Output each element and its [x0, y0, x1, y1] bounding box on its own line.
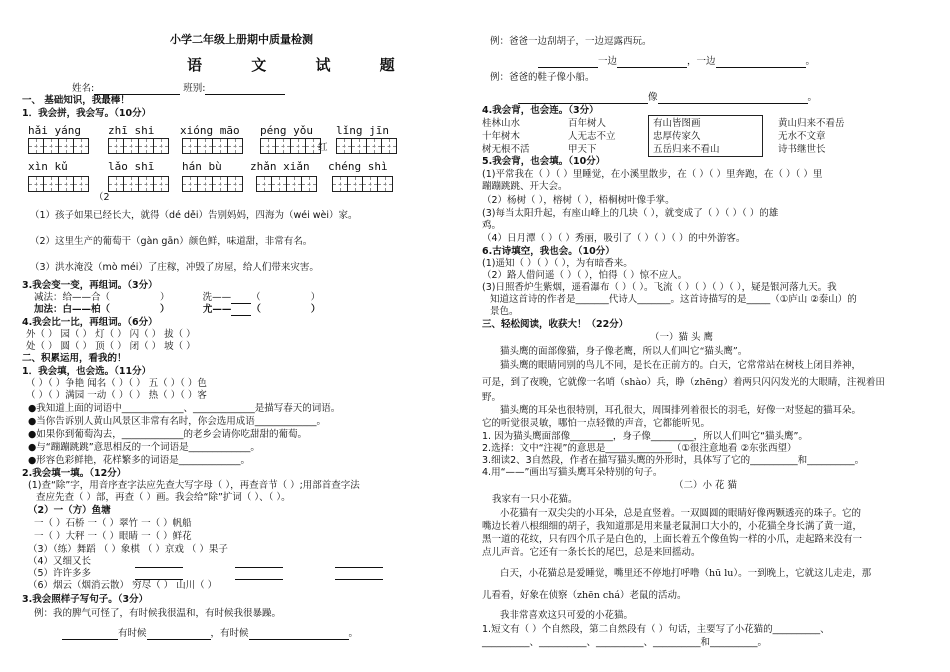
- pinyin-6: xìn kǔ: [28, 160, 68, 173]
- passage-1-q2: 2.选择：文中“注视”的意思是______________（①很注意地看 ②东张西望）: [482, 443, 797, 454]
- r-q5-3b: 鸡。: [482, 220, 502, 231]
- passage-1-line2: 猫头鹰的眼睛同别的鸟儿不同，是长在正前方的。白天，它常常站在树枝上闭目养神，: [500, 360, 862, 371]
- q4-row2: 处（ ） 圆（ ） 顶（ ） 闭（ ） 坡（ ）: [26, 341, 196, 352]
- class-label: 班别:: [183, 83, 206, 94]
- passage-2-line3: 嘴边长着八根细细的胡子，我知道那是用来量老鼠洞口大小的，小花猫全身长满了黄一道，: [482, 521, 863, 532]
- s2-q2-6: （6）烟云（烟消云散） 穷尽（ ） 山川（ ）: [28, 580, 218, 591]
- char-grid-4[interactable]: [260, 138, 320, 154]
- r-q5-2: （2）杨树（ ），榕树（ ），梧桐树叶像手掌。: [482, 195, 675, 206]
- r-q4-mid: 百年树人 人无志不立 甲天下: [568, 118, 616, 155]
- passage-2-line5: 点儿声音。它还有一条长长的尾巴，总是来回摇动。: [482, 547, 701, 558]
- pinyin-10: chéng shì: [328, 160, 388, 173]
- passage-1-title: （一）猫 头 鹰: [650, 332, 714, 343]
- passage-2-line6: 白天，小花猫总是爱睡觉，嘴里还不停地打呼噜（hū lu）。一到晚上，它就这儿走走，那: [500, 568, 872, 579]
- s2-q2-3: （3）（练）舞蹈 （ ）象棋 （ ）京戏 （ ）果子: [28, 544, 228, 555]
- char-grid-6[interactable]: [28, 176, 88, 192]
- passage-2-line7: 儿看看，好象在侦察（zhēn chá）老鼠的活动。: [482, 590, 687, 601]
- s2-q2-2r2: 一（ ）大秤 一（ ）眼睛 一（ ）鲜花: [34, 531, 192, 542]
- s2-q1-row1: （ ）（ ）争艳 闻名（ ）（ ） 五（ ）（ ）色: [26, 378, 207, 389]
- q3-row2: 加法：白——柏（ ） 尤—— （ ）: [34, 304, 321, 315]
- passage-2-q1: 1.短文有（ ）个自然段，第二自然段有（ ）句话，主要写了小花猫的__________、: [482, 624, 830, 635]
- char-grid-3[interactable]: [182, 138, 242, 154]
- s2-q1-bullet2: ●当你告诉别人黄山风景区非常有名时，你会选用成语_____________。: [28, 416, 327, 427]
- q1-sentence-1: （1）孩子如果已经长大，就得（dé děi）告别妈妈，四海为（wéi wèi）家。: [30, 210, 358, 221]
- exam-title: 小学二年级上册期中质量检测: [170, 33, 313, 46]
- char-grid-1[interactable]: [28, 138, 88, 154]
- q4-heading: 4.我会比一比，再组词。（6分）: [22, 317, 158, 328]
- s2-q2-2r1: 一（ ）石桥 一（ ）翠竹 一（ ）帆船: [34, 518, 192, 529]
- passage-2-q1b: __________、__________、__________、__________和__________。: [482, 637, 768, 648]
- s2-q2-4: （4）又细又长: [28, 556, 383, 568]
- char-grid-8[interactable]: [182, 176, 242, 192]
- pinyin-7: lǎo shī: [108, 160, 155, 173]
- r-q5-4: （4）日月潭（ ）（ ）秀丽，吸引了（ ）（ ）（ ）的中外游客。: [482, 233, 746, 244]
- q1-sentence-3: （3）洪水淹没（mò méi）了庄稼，冲毁了房屋，给人们带来灾害。: [30, 262, 319, 273]
- char-grid-2[interactable]: [108, 138, 168, 154]
- example-2-fill[interactable]: 像 。: [518, 92, 817, 104]
- pinyin-1: hǎi yáng: [28, 124, 81, 137]
- s2-q2-heading: 2.我会填一填。（12分）: [22, 468, 127, 479]
- char-grid-7[interactable]: [108, 176, 168, 192]
- example-1: 例：爸爸一边刮胡子，一边逗露西玩。: [490, 36, 652, 47]
- s2-q1-bullet3: ●如果你到葡萄沟去，_____________的老乡会请你吃甜甜的葡萄。: [28, 429, 308, 440]
- char-grid-10[interactable]: [332, 176, 392, 192]
- char-grid-5[interactable]: [336, 138, 396, 154]
- passage-2-line2: 小花猫有一双尖尖的小耳朵，总是直竖着。一双圆圆的眼睛好像两颗透亮的珠子。它的: [500, 508, 862, 519]
- passage-1-line4: 野。: [482, 392, 502, 403]
- s2-q1-bullet5: ●形容色彩鲜艳，花样繁多的词语是_____________。: [28, 455, 251, 466]
- right-column: [478, 0, 940, 672]
- r-q6-3c: 景色。: [490, 306, 519, 317]
- passage-2-line1: 我家有一只小花猫。: [492, 494, 578, 505]
- q3-heading: 3.我会变一变，再组词。（3分）: [22, 280, 158, 291]
- passage-1-line1: 猫头鹰的面部像猫，身子像老鹰，所以人们叫它“猫头鹰”。: [500, 346, 748, 357]
- q4-row1: 外（ ） 园（ ） 灯（ ） 闪（ ） 拔（ ）: [26, 329, 196, 340]
- example-2: 例：爸爸的鞋子像小船。: [490, 72, 595, 83]
- pinyin-5: lǐng jīn: [336, 124, 389, 137]
- section-2-heading: 二、积累运用，看我的！: [22, 353, 127, 364]
- passage-1-line5: 猫头鹰的耳朵也很特别，耳孔很大，周围排列着很长的羽毛，好像一对竖起的猫耳朵。: [500, 405, 862, 416]
- passage-1-q1: 1. 因为猫头鹰面部像_________，身子像_________，所以人们叫它“猫头鹰”。: [482, 431, 808, 442]
- name-field[interactable]: [72, 83, 285, 95]
- red-char: 红: [318, 142, 328, 153]
- passage-1-q4: 4.用“——”画出写猫头鹰耳朵特别的句子。: [482, 467, 663, 478]
- s2-q1-bullet1: ●我知道上面的词语中_____________、_____________是描写春天的词语。: [28, 403, 341, 414]
- r-q4-right: 黄山归来不看岳 无水不文章 诗书继世长: [778, 118, 845, 155]
- passage-2-line8: 我非常喜欢这只可爱的小花猫。: [500, 610, 634, 621]
- q3-row1: 减法：给——合（ ） 洗—— （ ）: [34, 292, 321, 303]
- r-q6-3b: 知道这首诗的作者是_______代诗人_______。这首诗描写的是_____（①庐山 ②泰山）的: [490, 294, 857, 305]
- left-column: [22, 0, 470, 672]
- r-q5-heading: 5.我会背，也会填。（10分）: [482, 156, 606, 167]
- example-1-fill[interactable]: 一边 ，一边 。: [538, 56, 815, 68]
- s2-q1-bullet4: ●与“蹦蹦跳跳”意思相反的一个词语是_____________。: [28, 442, 260, 453]
- s2-q1-heading: 1．我会填，也会选。（11分）: [22, 366, 152, 377]
- r-q4-box: 有山皆图画 忠厚传家久 五岳归来不看山: [648, 115, 763, 157]
- subject-title: 语 文 试 题: [187, 56, 417, 74]
- pinyin-2: zhī shi: [108, 124, 155, 137]
- s2-q1-row2: （ ）（ ）满园 一动（ ）（ ） 热（ ）（ ）客: [26, 390, 207, 401]
- char-grid-9[interactable]: [256, 176, 316, 192]
- r-q6-heading: 6.古诗填空，我也会。（10分）: [482, 246, 615, 257]
- s2-q2-1: (1)查“除”字，用音序查字法应先查大写字母（ ），再查音节（ ）;用部首查字法: [28, 480, 360, 491]
- r-q6-2: （2）路人借问遥（ ）（ ），怕得（ ）惊不应人。: [482, 270, 688, 281]
- passage-1-q3: 3.细读2、3自然段，作者在描写猫头鹰的外形时，具体写了它的__________和__________。: [482, 455, 865, 466]
- pinyin-3: xióng māo: [180, 124, 240, 137]
- r-q6-1: (1)遥知（ ）（ ）（ ），为有暗香来。: [482, 258, 633, 269]
- s2-q2-2: （2）一（方）鱼塘: [28, 505, 111, 516]
- q1-heading: 1．我会拼，我会写。（10分）: [22, 108, 152, 119]
- r-q6-3: (3)日照香炉生紫烟，遥看瀑布（ ）（ ）。飞流（ ）（ ）（ ）（ ），疑是银河落九天。我: [482, 282, 837, 293]
- s2-q3-fill[interactable]: 有时候 ，有时候 。: [62, 628, 358, 640]
- r-q5-1b: 蹦蹦跳跳、开大会。: [482, 181, 568, 192]
- r-q4-left: 桂林山水 十年树木 树无根不活: [482, 118, 530, 155]
- s2-q3-example: 例：我的脾气可怪了，有时候我很温和，有时候我很暴躁。: [34, 608, 282, 619]
- q1-sentence-2: （2）这里生产的葡萄干（gàn gān）颜色鲜，味道甜，非常有名。: [30, 236, 313, 247]
- r-q5-1: (1)平常我在（ ）（ ）里睡觉，在小溪里散步，在（ ）（ ）里奔跑，在（ ）（ ）里: [482, 169, 823, 180]
- name-label: 姓名:: [72, 83, 95, 94]
- r-q5-3: (3)每当太阳升起，有座山峰上的几块（ ），就变成了（ ）（ ）（ ）的雄: [482, 208, 779, 219]
- r-q4-heading: 4.我会背，也会连。（3分）: [482, 105, 599, 116]
- section-3-heading: 三、轻松阅读，收获大！（22分）: [482, 319, 629, 330]
- s2-q3-heading: 3.我会照样子写句子。（3分）: [22, 594, 149, 605]
- passage-2-title: （二）小 花 猫: [674, 480, 738, 491]
- pinyin-8: hán bù: [182, 160, 222, 173]
- passage-1-line3: 可是，到了夜晚，它就像一名哨（shào）兵，睁（zhēng）着两只闪闪发光的大眼睛，注视着田: [482, 377, 885, 388]
- s2-q2-1b: 查应先查（ ）部，再查（ ）画。我会给“除”扩词（ ）、（ ）。: [36, 492, 291, 503]
- pinyin-9: zhǎn xiǎn: [250, 160, 310, 173]
- passage-2-line4: 黑一道的花纹，只有四个爪子是白色的，上面长着五个像鱼钩一样的小爪，走起路来没有一: [482, 534, 863, 545]
- paren-2: （2: [94, 192, 110, 203]
- pinyin-4: péng yǒu: [260, 124, 313, 137]
- passage-1-line6: 它的听觉很灵敏，哪怕一点轻微的声音，它都能听见。: [482, 418, 711, 429]
- section-1-heading: 一、 基础知识，我最棒！: [22, 95, 130, 106]
- s2-q2-5: （5）许许多多: [28, 568, 383, 580]
